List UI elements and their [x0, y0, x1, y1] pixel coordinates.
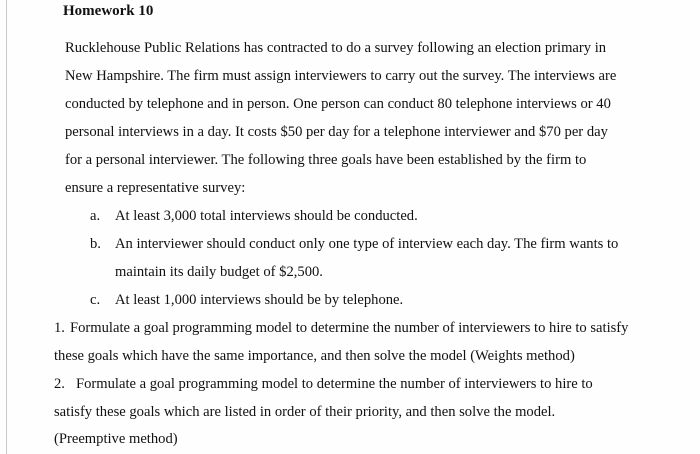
goal-a-marker: a. — [90, 208, 101, 224]
question-2-text: (Preemptive method) — [54, 431, 178, 447]
goal-c-marker: c. — [90, 292, 101, 308]
intro-line: for a personal interviewer. The following three goals have been established by the firm to — [65, 152, 587, 168]
page-left-border — [6, 0, 7, 454]
question-1-text: these goals which have the same importance, and then solve the model (Weights method) — [54, 348, 575, 364]
question-2-text: satisfy these goals which are listed in order of their priority, and then solve the model. — [54, 404, 556, 420]
homework-title: Homework 10 — [63, 3, 154, 19]
question-1-text: Formulate a goal programming model to determine the number of interviewers to hire to satisfy — [70, 320, 629, 336]
question-2-marker: 2. — [54, 376, 65, 392]
goal-b-text: maintain its daily budget of $2,500. — [115, 264, 323, 280]
goal-c-text: At least 1,000 interviews should be by telephone. — [115, 292, 404, 308]
goal-b-text: An interviewer should conduct only one type of interview each day. The firm wants to — [115, 236, 619, 252]
goal-b-marker: b. — [90, 236, 101, 252]
question-1-marker: 1. — [54, 320, 65, 336]
intro-line: personal interviews in a day. It costs $50 per day for a telephone interviewer and $70 per day — [65, 124, 608, 140]
intro-line: Rucklehouse Public Relations has contracted to do a survey following an election primary in — [65, 40, 607, 56]
intro-line: conducted by telephone and in person. One person can conduct 80 telephone interviews or 40 — [65, 96, 611, 112]
question-2-text: Formulate a goal programming model to determine the number of interviewers to hire to — [76, 376, 593, 392]
goal-a-text: At least 3,000 total interviews should be conducted. — [115, 208, 418, 224]
intro-line: New Hampshire. The firm must assign interviewers to carry out the survey. The interviews are — [65, 68, 617, 84]
intro-line: ensure a representative survey: — [65, 180, 246, 196]
